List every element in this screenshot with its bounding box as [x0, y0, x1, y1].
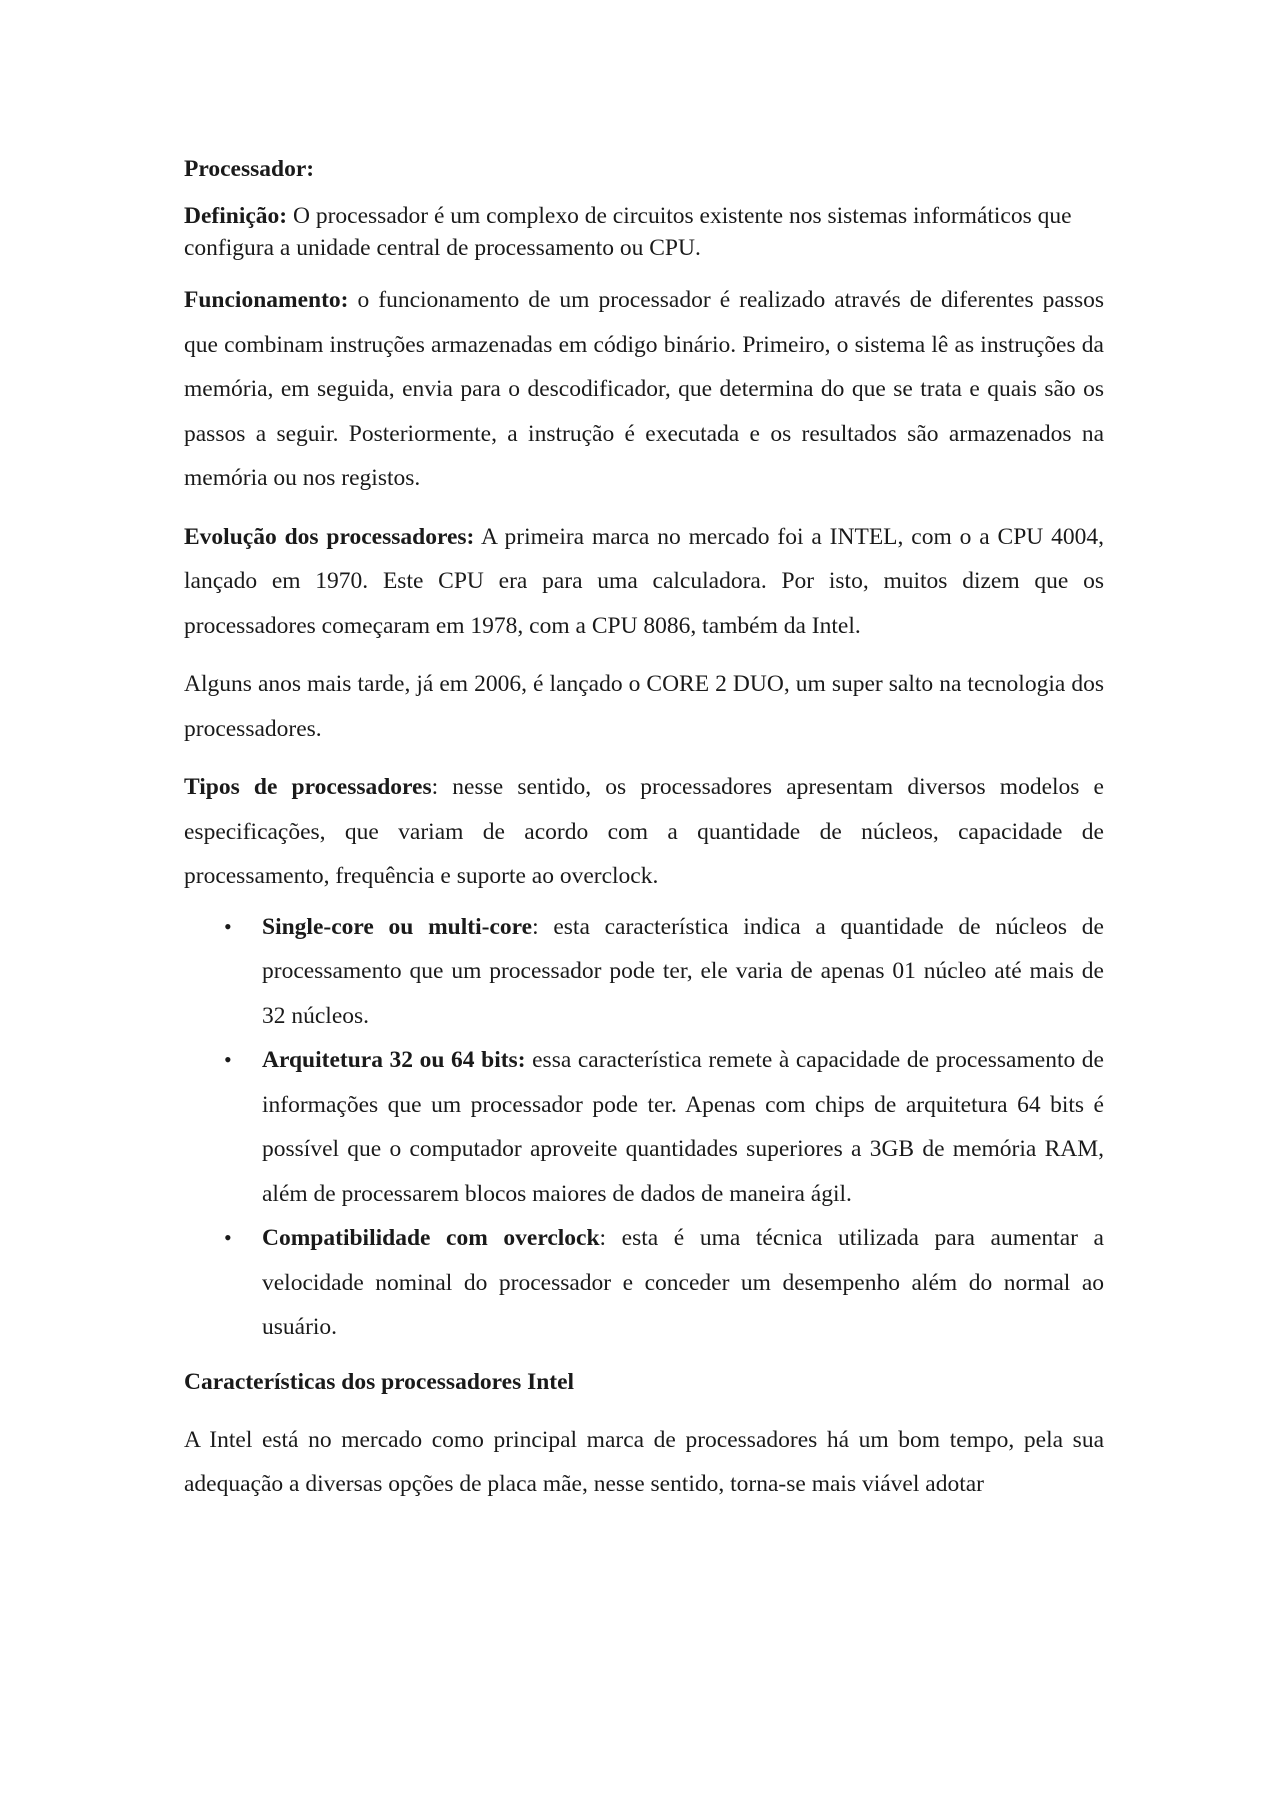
functioning-label: Funcionamento:	[184, 287, 349, 313]
feature-text: essa característica remete à capacidade de processamento de informações que um processador pode ter. Apenas com chips de arquitetura 64 bits é possível que o computador aproveite quantidades superiores a 3GB de memória RAM, além de processarem blocos maiores de dados de maneira ágil.	[262, 1047, 1104, 1207]
evolution-paragraph	[184, 515, 1104, 649]
types-paragraph	[184, 765, 1104, 899]
definition-paragraph	[184, 200, 1104, 264]
types-text: : nesse sentido, os processadores apresentam diversos modelos e especificações, que variam de acordo com a quantidade de núcleos, capacidade de processamento, frequência e suporte ao overclock.	[184, 774, 1104, 889]
intel-section-heading: Características dos processadores Intel	[184, 1368, 575, 1395]
definition-text: O processador é um complexo de circuitos existente nos sistemas informáticos que configura a unidade central de processamento ou CPU.	[184, 203, 1072, 261]
document-title: Processador:	[184, 156, 315, 182]
bullet-icon: •	[224, 1225, 232, 1250]
processor-features-list	[184, 905, 1104, 1350]
evolution-label: Evolução dos processadores:	[184, 523, 475, 550]
intel-paragraph: A Intel está no mercado como principal marca de processadores há um bom tempo, pela sua adequação a diversas opções de placa mãe, nesse sentido, torna-se mais viável adotar	[184, 1426, 1104, 1497]
feature-label: Compatibilidade com overclock	[262, 1225, 600, 1251]
list-item	[184, 1216, 1104, 1350]
bullet-icon: •	[224, 913, 232, 939]
functioning-paragraph	[184, 278, 1104, 501]
document-page	[184, 152, 1104, 1507]
evolution-followup-paragraph: Alguns anos mais tarde, já em 2006, é lançado o CORE 2 DUO, um super salto na tecnologia dos processadores.	[184, 671, 1104, 742]
list-item	[184, 905, 1104, 1039]
list-item	[184, 1038, 1104, 1216]
feature-label: Single-core ou multi-core	[262, 913, 533, 940]
bullet-icon: •	[224, 1047, 232, 1072]
types-label: Tipos de processadores	[184, 774, 432, 800]
feature-label: Arquitetura 32 ou 64 bits:	[262, 1047, 526, 1073]
definition-label: Definição:	[184, 203, 288, 229]
feature-text: : esta é uma técnica utilizada para aumentar a velocidade nominal do processador e conceder um desempenho além do normal ao usuário.	[262, 1225, 1104, 1340]
feature-text: : esta característica indica a quantidade de núcleos de processamento que um processador pode ter, ele varia de apenas 01 núcleo até mais de 32 núcleos.	[262, 913, 1104, 1029]
evolution-text: A primeira marca no mercado foi a INTEL, com o a CPU 4004, lançado em 1970. Este CPU era para uma calculadora. Por isto, muitos dizem que os processadores começaram em 1978, com a CPU 8086, também da Intel.	[184, 523, 1104, 639]
functioning-text: o funcionamento de um processador é realizado através de diferentes passos que combinam instruções armazenadas em código binário. Primeiro, o sistema lê as instruções da memória, em seguida, envia para o descodificador, que determina do que se trata e quais são os passos a seguir. Posteriormente, a instrução é executada e os resultados são armazenados na memória ou nos registos.	[184, 287, 1104, 491]
